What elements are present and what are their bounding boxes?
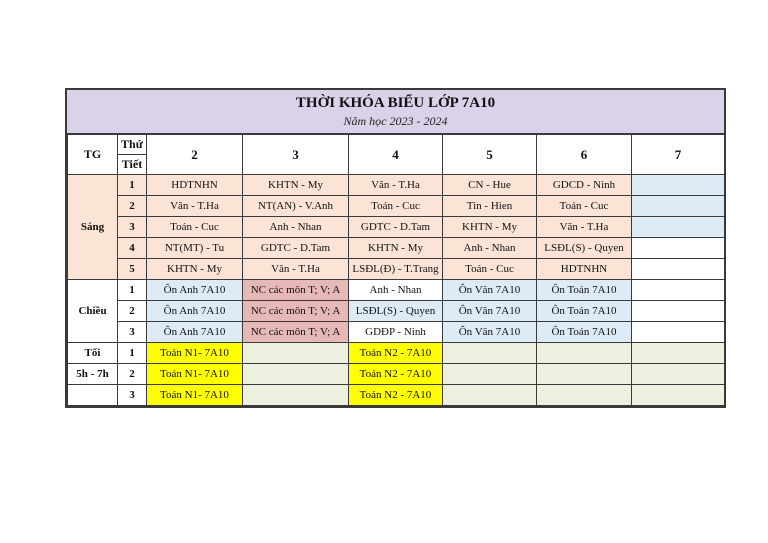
table-cell: [632, 238, 725, 259]
table-cell: [632, 301, 725, 322]
table-cell: Toán N1- 7A10: [147, 343, 243, 364]
table-cell: [632, 322, 725, 343]
timetable: [67, 134, 725, 406]
table-cell: Ôn Anh 7A10: [147, 280, 243, 301]
period-number: 1: [118, 343, 147, 364]
table-cell: HDTNHN: [537, 259, 632, 280]
table-cell: Toán N2 - 7A10: [349, 343, 443, 364]
header-row-1: [68, 135, 725, 155]
day-header: 7: [632, 135, 725, 175]
table-cell: Toán - Cuc: [349, 196, 443, 217]
day-header: 2: [147, 135, 243, 175]
table-row: [68, 217, 725, 238]
period-number: 5: [118, 259, 147, 280]
table-cell: [632, 364, 725, 385]
table-cell: Toán N1- 7A10: [147, 364, 243, 385]
table-cell: Ôn Anh 7A10: [147, 301, 243, 322]
table-row: [68, 322, 725, 343]
table-cell: LSĐL(Đ) - T.Trang: [349, 259, 443, 280]
table-row: [68, 175, 725, 196]
period-number: 3: [118, 385, 147, 406]
session-label-evening: Tối: [68, 343, 118, 364]
day-header: 6: [537, 135, 632, 175]
table-cell: KHTN - My: [443, 217, 537, 238]
table-cell: KHTN - My: [147, 259, 243, 280]
table-cell: CN - Hue: [443, 175, 537, 196]
table-cell: GDĐP - Ninh: [349, 322, 443, 343]
period-number: 2: [118, 364, 147, 385]
day-header: 5: [443, 135, 537, 175]
table-cell: Toán - Cuc: [443, 259, 537, 280]
table-cell: [537, 364, 632, 385]
table-cell: LSĐL(S) - Quyen: [349, 301, 443, 322]
table-cell: Toán N1- 7A10: [147, 385, 243, 406]
table-cell: Ôn Văn 7A10: [443, 301, 537, 322]
table-row: [68, 238, 725, 259]
table-cell: [243, 343, 349, 364]
table-cell: Văn - T.Ha: [537, 217, 632, 238]
period-number: 3: [118, 322, 147, 343]
timetable-sheet: [65, 88, 726, 408]
day-header: 3: [243, 135, 349, 175]
thu-header: Thứ: [118, 135, 147, 155]
table-row: [68, 280, 725, 301]
day-header: 4: [349, 135, 443, 175]
table-cell: [632, 343, 725, 364]
table-cell: Tin - Hien: [443, 196, 537, 217]
period-number: 4: [118, 238, 147, 259]
school-year-subtitle: Năm học 2023 - 2024: [343, 114, 448, 128]
table-cell: KHTN - My: [243, 175, 349, 196]
table-cell: KHTN - My: [349, 238, 443, 259]
table-cell: Ôn Toán 7A10: [537, 322, 632, 343]
table-cell: Văn - T.Ha: [243, 259, 349, 280]
table-cell: GDTC - D.Tam: [349, 217, 443, 238]
table-cell: Ôn Văn 7A10: [443, 280, 537, 301]
table-cell: LSĐL(S) - Quyen: [537, 238, 632, 259]
table-cell: [632, 385, 725, 406]
table-cell: Ôn Toán 7A10: [537, 301, 632, 322]
table-cell: Ôn Văn 7A10: [443, 322, 537, 343]
table-cell: [443, 385, 537, 406]
table-cell: [243, 364, 349, 385]
table-cell: [632, 280, 725, 301]
table-cell: [537, 343, 632, 364]
session-label-afternoon: Chiều: [68, 280, 118, 343]
session-blank: [68, 385, 118, 406]
table-cell: Toán - Cuc: [147, 217, 243, 238]
tiet-header: Tiết: [118, 155, 147, 175]
period-number: 1: [118, 280, 147, 301]
table-cell: Anh - Nhan: [443, 238, 537, 259]
table-cell: NC các môn T; V; A: [243, 322, 349, 343]
table-cell: [443, 343, 537, 364]
timetable-body: [68, 175, 725, 406]
table-row: [68, 301, 725, 322]
table-cell: Toán N2 - 7A10: [349, 385, 443, 406]
table-cell: Anh - Nhan: [349, 280, 443, 301]
table-row: [68, 364, 725, 385]
tg-header: TG: [68, 135, 118, 175]
table-cell: [243, 385, 349, 406]
table-cell: [632, 217, 725, 238]
table-cell: Văn - T.Ha: [349, 175, 443, 196]
table-cell: Toán - Cuc: [537, 196, 632, 217]
period-number: 2: [118, 196, 147, 217]
session-time-evening: 5h - 7h: [68, 364, 118, 385]
table-cell: NT(AN) - V.Anh: [243, 196, 349, 217]
table-row: [68, 385, 725, 406]
table-cell: Ôn Toán 7A10: [537, 280, 632, 301]
page-title: THỜI KHÓA BIỂU LỚP 7A10: [295, 95, 496, 111]
table-row: [68, 259, 725, 280]
table-cell: NT(MT) - Tu: [147, 238, 243, 259]
table-cell: GDCD - Ninh: [537, 175, 632, 196]
table-row: [68, 196, 725, 217]
table-cell: NC các môn T; V; A: [243, 280, 349, 301]
table-cell: Anh - Nhan: [243, 217, 349, 238]
table-cell: [632, 259, 725, 280]
table-cell: [632, 175, 725, 196]
table-cell: [443, 364, 537, 385]
table-cell: [537, 385, 632, 406]
period-number: 2: [118, 301, 147, 322]
period-number: 3: [118, 217, 147, 238]
table-cell: GDTC - D.Tam: [243, 238, 349, 259]
title-block: [67, 90, 724, 134]
session-label-morning: Sáng: [68, 175, 118, 280]
table-cell: [632, 196, 725, 217]
table-cell: HDTNHN: [147, 175, 243, 196]
table-cell: NC các môn T; V; A: [243, 301, 349, 322]
table-row: [68, 343, 725, 364]
table-cell: Văn - T.Ha: [147, 196, 243, 217]
table-cell: Ôn Anh 7A10: [147, 322, 243, 343]
table-cell: Toán N2 - 7A10: [349, 364, 443, 385]
period-number: 1: [118, 175, 147, 196]
